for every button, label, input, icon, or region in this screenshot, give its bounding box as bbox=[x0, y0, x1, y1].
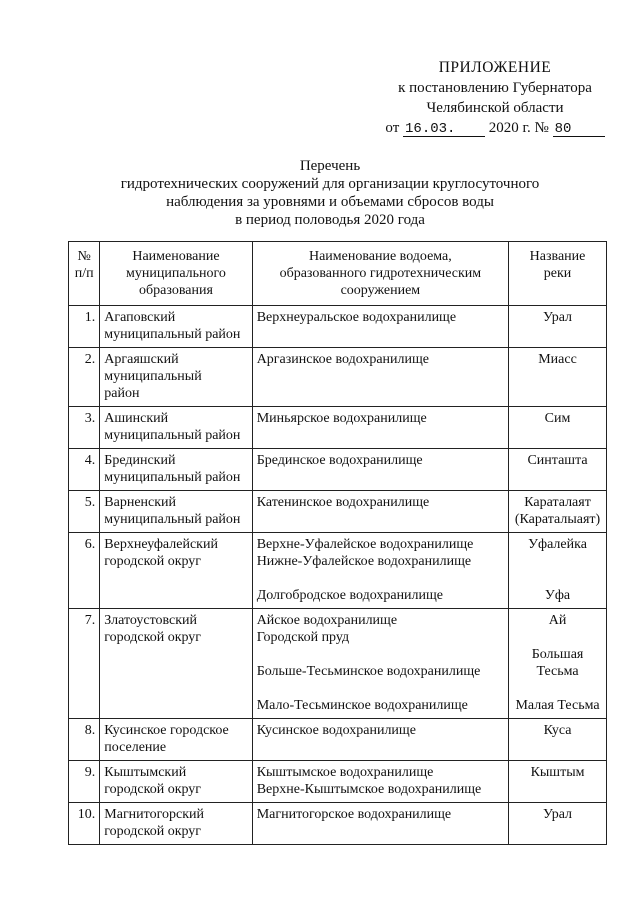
heading-title: Перечень bbox=[299, 158, 361, 174]
municipality-cell-line: поселение bbox=[104, 740, 167, 755]
river-cell-line bbox=[513, 570, 602, 587]
reservoir-cell bbox=[252, 407, 508, 449]
reservoir-cell-line: Нижне-Уфалейское водохранилище bbox=[256, 554, 472, 569]
river-cell bbox=[509, 449, 607, 491]
river-cell-line: Малая Тесьма bbox=[515, 698, 600, 713]
reservoir-cell-line: Кыштымское водохранилище bbox=[256, 765, 434, 780]
header-num: № п/п bbox=[69, 242, 100, 306]
river-cell-line: Урал bbox=[543, 807, 573, 822]
row-number: 9. bbox=[69, 761, 100, 803]
reservoir-cell-line: Айское водохранилище bbox=[256, 613, 398, 628]
reservoir-cell bbox=[252, 609, 508, 719]
reservoir-cell-line bbox=[257, 570, 504, 587]
reservoir-cell-line: Долгобродское водохранилище bbox=[256, 588, 444, 603]
row-number: 6. bbox=[69, 533, 100, 609]
reservoir-cell-line: Верхне-Кыштымское водохранилище bbox=[256, 782, 482, 797]
river-cell bbox=[509, 761, 607, 803]
table-row bbox=[69, 609, 607, 719]
table-row bbox=[69, 719, 607, 761]
municipality-cell bbox=[100, 719, 252, 761]
appendix-title: ПРИЛОЖЕНИЕ bbox=[438, 59, 552, 76]
reservoir-cell bbox=[252, 533, 508, 609]
river-cell-line bbox=[513, 553, 602, 570]
municipality-cell-line: Варненский bbox=[104, 495, 177, 510]
river-cell-line: Уфалейка bbox=[528, 537, 587, 552]
municipality-cell bbox=[100, 533, 252, 609]
municipality-cell-line: городской округ bbox=[104, 824, 202, 839]
river-cell-line: Караталаят bbox=[524, 495, 591, 510]
municipality-cell-line: городской округ bbox=[104, 554, 202, 569]
appendix-line-decree: к постановлению Губернатора bbox=[398, 80, 592, 96]
river-cell-line: Сим bbox=[544, 411, 571, 426]
reservoir-cell bbox=[252, 348, 508, 407]
municipality-cell bbox=[100, 348, 252, 407]
heading-line-2: гидротехнических сооружений для организации круглосуточного bbox=[120, 176, 540, 192]
river-cell-line: Синташта bbox=[527, 453, 588, 468]
header-river: Название реки bbox=[509, 242, 607, 306]
municipality-cell bbox=[100, 761, 252, 803]
row-number: 4. bbox=[69, 449, 100, 491]
row-number: 5. bbox=[69, 491, 100, 533]
decree-year: 2020 г. № bbox=[488, 120, 549, 136]
river-cell-line: Ай bbox=[548, 613, 567, 628]
reservoir-cell-line: Магнитогорское водохранилище bbox=[256, 807, 452, 822]
decree-date: 16.03. bbox=[403, 122, 485, 137]
appendix-date-line bbox=[380, 118, 610, 138]
reservoir-cell-line: Верхнеуральское водохранилище bbox=[256, 310, 457, 325]
river-cell-line: Кыштым bbox=[530, 765, 585, 780]
municipality-cell-line: городской округ bbox=[104, 630, 202, 645]
river-cell-line: Куса bbox=[543, 723, 572, 738]
municipality-cell bbox=[100, 306, 252, 348]
reservoir-cell bbox=[252, 803, 508, 845]
table-row bbox=[69, 348, 607, 407]
municipality-cell bbox=[100, 609, 252, 719]
municipality-cell-line: Брединский bbox=[104, 453, 176, 468]
table-row bbox=[69, 491, 607, 533]
municipality-cell-line: муниципальный район bbox=[104, 428, 241, 443]
reservoir-cell bbox=[252, 491, 508, 533]
appendix-block bbox=[380, 58, 610, 138]
reservoir-cell-line: Мало-Тесьминское водохранилище bbox=[256, 698, 468, 713]
decree-number: 80 bbox=[553, 122, 605, 137]
river-cell-line: Большая bbox=[531, 647, 584, 662]
municipality-cell bbox=[100, 803, 252, 845]
row-number: 7. bbox=[69, 609, 100, 719]
reservoir-cell-line: Городской пруд bbox=[256, 630, 350, 645]
river-cell bbox=[509, 306, 607, 348]
river-cell-line: (Караталыаят) bbox=[514, 512, 601, 527]
table-row bbox=[69, 306, 607, 348]
reservoir-cell bbox=[252, 761, 508, 803]
river-cell-line bbox=[513, 629, 602, 646]
table-body bbox=[69, 306, 607, 845]
header-municipality: Наименование муниципального образования bbox=[100, 242, 252, 306]
table-row bbox=[69, 803, 607, 845]
river-cell-line: Урал bbox=[543, 310, 573, 325]
municipality-cell-line: муниципальный район bbox=[104, 512, 241, 527]
table-row bbox=[69, 761, 607, 803]
municipality-cell-line: муниципальный район bbox=[104, 327, 241, 342]
document-heading bbox=[60, 157, 600, 229]
river-cell-line: Уфа bbox=[544, 588, 571, 603]
heading-line-4: в период половодья 2020 года bbox=[235, 212, 425, 228]
municipality-cell-line: муниципальный bbox=[104, 369, 202, 384]
appendix-line-region: Челябинской области bbox=[426, 100, 564, 116]
municipality-cell-line: Ашинский bbox=[104, 411, 169, 426]
municipality-cell bbox=[100, 491, 252, 533]
municipality-cell bbox=[100, 449, 252, 491]
reservoir-cell bbox=[252, 449, 508, 491]
reservoir-cell bbox=[252, 306, 508, 348]
row-number: 3. bbox=[69, 407, 100, 449]
heading-line-3: наблюдения за уровнями и объемами сбросов воды bbox=[166, 194, 494, 210]
reservoir-cell-line: Кусинское водохранилище bbox=[256, 723, 416, 738]
municipality-cell-line: район bbox=[104, 386, 140, 401]
reservoir-cell-line: Больше-Тесьминское водохранилище bbox=[256, 664, 481, 679]
reservoir-cell-line: Миньярское водохранилище bbox=[256, 411, 427, 426]
row-number: 10. bbox=[69, 803, 100, 845]
municipality-cell-line: городской округ bbox=[104, 782, 202, 797]
municipality-cell-line: Верхнеуфалейский bbox=[104, 537, 218, 552]
river-cell bbox=[509, 719, 607, 761]
municipality-cell-line: Златоустовский bbox=[104, 613, 198, 628]
river-cell-line bbox=[513, 680, 602, 697]
river-cell bbox=[509, 407, 607, 449]
table-row bbox=[69, 407, 607, 449]
municipality-cell-line: Кусинское городское bbox=[104, 723, 229, 738]
row-number: 8. bbox=[69, 719, 100, 761]
date-prefix: от bbox=[385, 120, 400, 136]
river-cell bbox=[509, 491, 607, 533]
river-cell bbox=[509, 803, 607, 845]
river-cell bbox=[509, 348, 607, 407]
municipality-cell bbox=[100, 407, 252, 449]
structures-table bbox=[68, 241, 607, 845]
header-reservoir: Наименование водоема, образованного гидротехническим сооружением bbox=[252, 242, 508, 306]
reservoir-cell-line bbox=[257, 646, 504, 663]
reservoir-cell bbox=[252, 719, 508, 761]
reservoir-cell-line: Аргазинское водохранилище bbox=[256, 352, 430, 367]
municipality-cell-line: Аргаяшский bbox=[104, 352, 179, 367]
river-cell bbox=[509, 533, 607, 609]
river-cell bbox=[509, 609, 607, 719]
table-header-row bbox=[69, 242, 607, 306]
table-row bbox=[69, 533, 607, 609]
reservoir-cell-line: Катенинское водохранилище bbox=[256, 495, 430, 510]
row-number: 2. bbox=[69, 348, 100, 407]
row-number: 1. bbox=[69, 306, 100, 348]
reservoir-cell-line: Брединское водохранилище bbox=[256, 453, 423, 468]
municipality-cell-line: Агаповский bbox=[104, 310, 176, 325]
reservoir-cell-line bbox=[257, 680, 504, 697]
river-cell-line: Тесьма bbox=[536, 664, 579, 679]
river-cell-line: Миасс bbox=[538, 352, 577, 367]
municipality-cell-line: Кыштымский bbox=[104, 765, 187, 780]
reservoir-cell-line: Верхне-Уфалейское водохранилище bbox=[256, 537, 474, 552]
municipality-cell-line: муниципальный район bbox=[104, 470, 241, 485]
municipality-cell-line: Магнитогорский bbox=[104, 807, 204, 822]
table-row bbox=[69, 449, 607, 491]
